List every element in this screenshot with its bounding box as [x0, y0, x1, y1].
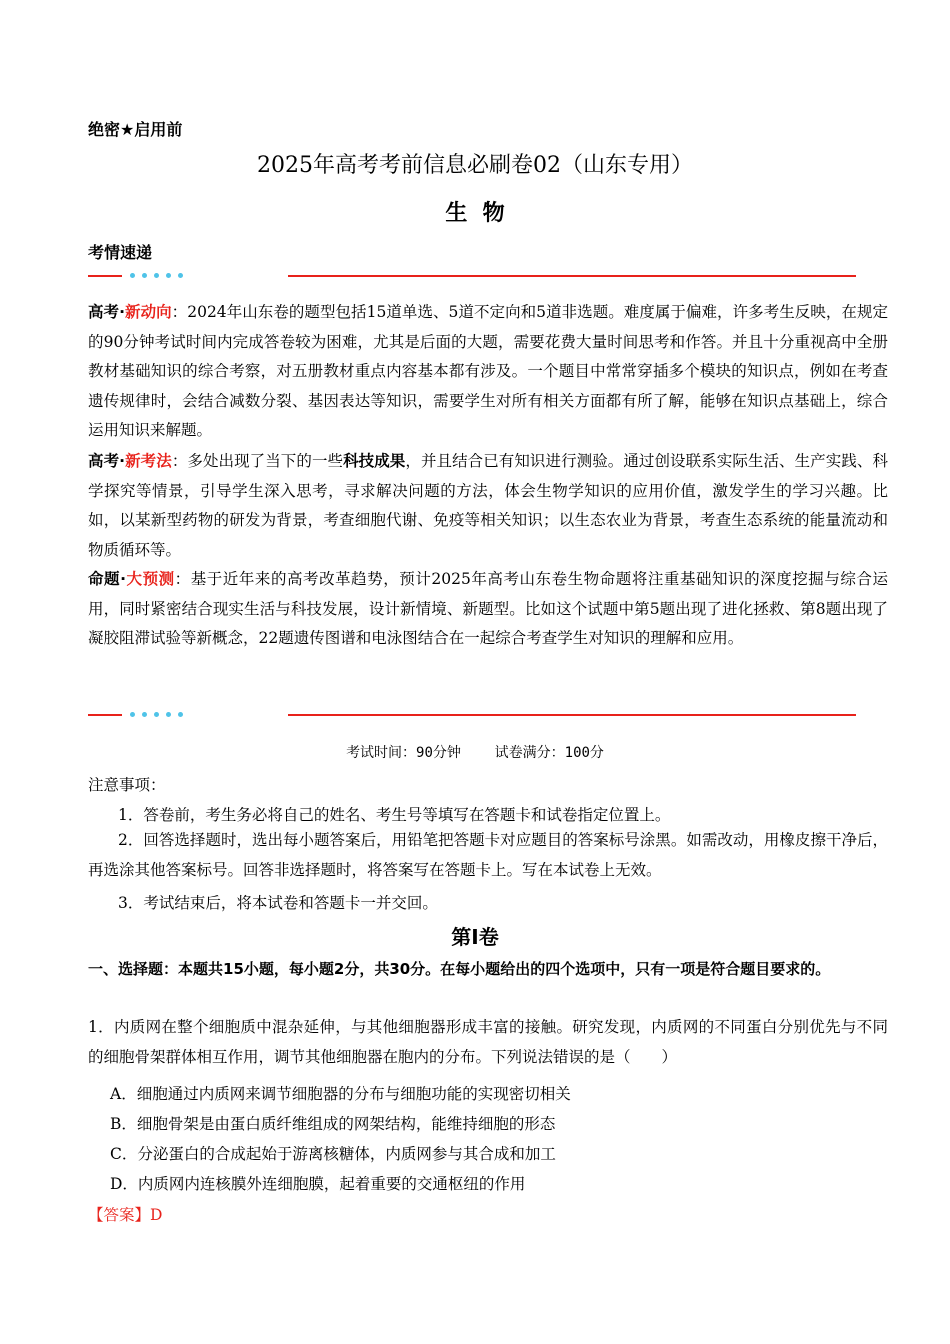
insight-text: 基于近年来的高考改革趋势，预计2025年高考山东卷生物命题将注重基础知识的深度挖掘与综合运用，同时紧密结合现实生活与科技发展，设计新情境、新题型。比如这个试题中第5题出现了进化拯救、第8题出现了凝胶阻滞试验等新概念，22题遗传图谱和电泳图结合在一起综合考查学生对知识的理解和应用。 — [88, 570, 888, 648]
option-a: A．细胞通过内质网来调节细胞器的分布与细胞功能的实现密切相关 — [110, 1085, 571, 1103]
exam-info: 考试时间：90分钟 试卷满分：100分 — [346, 745, 604, 761]
answer-value: D — [150, 1206, 163, 1224]
confidential-label: 绝密★启用前 — [88, 120, 183, 139]
notice-item: 3．考试结束后，将本试卷和答题卡一并交回。 — [118, 894, 438, 912]
insight-prediction: 命题·大预测：基于近年来的高考改革趋势，预计2025年高考山东卷生物命题将注重基础知识的深度挖掘与综合运用，同时紧密结合现实生活与科技发展，设计新情境、新题型。比如这个试题中第5题出现了进化拯救、第8题出现了凝胶阻滞试验等新概念，22题遗传图谱和电泳图结合在一起综合考查学生对知识的理解和应用。 — [88, 570, 888, 648]
section-one-heading: 一、选择题：本题共15小题，每小题2分，共30分。在每小题给出的四个选项中，只有一项是符合题目要求的。 — [88, 960, 831, 978]
insight-highlight: 大预测 — [125, 570, 175, 588]
insight-prefix: 高考· — [88, 303, 125, 321]
notice-item: 1．答卷前，考生务必将自己的姓名、考生号等填写在答题卡和试卷指定位置上。 — [118, 806, 671, 824]
insight-new-trend: 高考·新动向：2024年山东卷的题型包括15道单选、5道不定向和5道非选题。难度属于偏难，许多考生反映，在规定的90分钟考试时间内完成答卷较为困难，尤其是后面的大题，需要花费大量时间思考和作答。并且十分重视高中全册教材基础知识的综合考察，对五册教材重点内容基本都有涉及。一个题目中常常穿插多个模块的知识点，例如在考查遗传规律时，会结合减数分裂、基因表达等知识，需要学生对所有相关方面都有所了解，能够在知识点基础上，综合运用知识来解题。 — [88, 303, 888, 440]
insight-text: 2024年山东卷的题型包括15道单选、5道不定向和5道非选题。难度属于偏难，许多考生反映，在规定的90分钟考试时间内完成答卷较为困难，尤其是后面的大题，需要花费大量时间思考和作答。并且十分重视高中全册教材基础知识的综合考察，对五册教材重点内容基本都有涉及。一个题目中常常穿插多个模块的知识点，例如在考查遗传规律时，会结合减数分裂、基因表达等知识，需要学生对所有相关方面都有所了解，能够在知识点基础上，综合运用知识来解题。 — [88, 303, 888, 440]
subject-title: 生 物 — [445, 201, 505, 226]
option-d: D．内质网内连核膜外连细胞膜，起着重要的交通枢纽的作用 — [110, 1175, 526, 1193]
answer-line — [88, 1203, 162, 1225]
volume-title: 第Ⅰ卷 — [451, 925, 499, 949]
notice-title: 注意事项： — [88, 776, 166, 794]
insight-new-method: 高考·新考法：多处出现了当下的一些科技成果，并且结合已有知识进行测验。通过创设联系实际生活、生产实践、科学探究等情景，引导学生深入思考，寻求解决问题的方法，体会生物学知识的应用价值，激发学生的学习兴趣。比如，以某新型药物的研发为背景，考查细胞代谢、免疫等相关知识；以生态农业为背景，考查生态系统的能量流动和物质循环等。 — [88, 452, 888, 559]
paper-title: 2025年高考考前信息必刷卷02（山东专用） — [257, 153, 693, 178]
insight-highlight: 新动向 — [124, 303, 172, 321]
insight-highlight: 新考法 — [125, 452, 172, 470]
insight-prefix: 命题· — [88, 570, 126, 588]
question-stem: 1．内质网在整个细胞质中混杂延伸，与其他细胞器形成丰富的接触。研究发现，内质网的不同蛋白分别优先与不同的细胞骨架群体相互作用，调节其他细胞器在胞内的分布。下列说法错误的是（ ） — [88, 1018, 888, 1066]
option-c: C．分泌蛋白的合成起始于游离核糖体，内质网参与其合成和加工 — [110, 1145, 556, 1163]
section-label: 考情速递 — [88, 243, 153, 262]
top-divider — [88, 274, 856, 278]
option-b: B．细胞骨架是由蛋白质纤维组成的网架结构，能维持细胞的形态 — [110, 1115, 556, 1133]
answer-label: 【答案】 — [88, 1206, 151, 1224]
insight-prefix: 高考· — [88, 452, 126, 470]
bottom-divider — [88, 713, 856, 717]
notice-item: 2．回答选择题时，选出每小题答案后，用铅笔把答题卡对应题目的答案标号涂黑。如需改动，用橡皮擦干净后，再选涂其他答案标号。回答非选择题时，将答案写在答题卡上。写在本试卷上无效。 — [88, 831, 888, 879]
insight-bold-text: 科技成果 — [343, 452, 406, 470]
